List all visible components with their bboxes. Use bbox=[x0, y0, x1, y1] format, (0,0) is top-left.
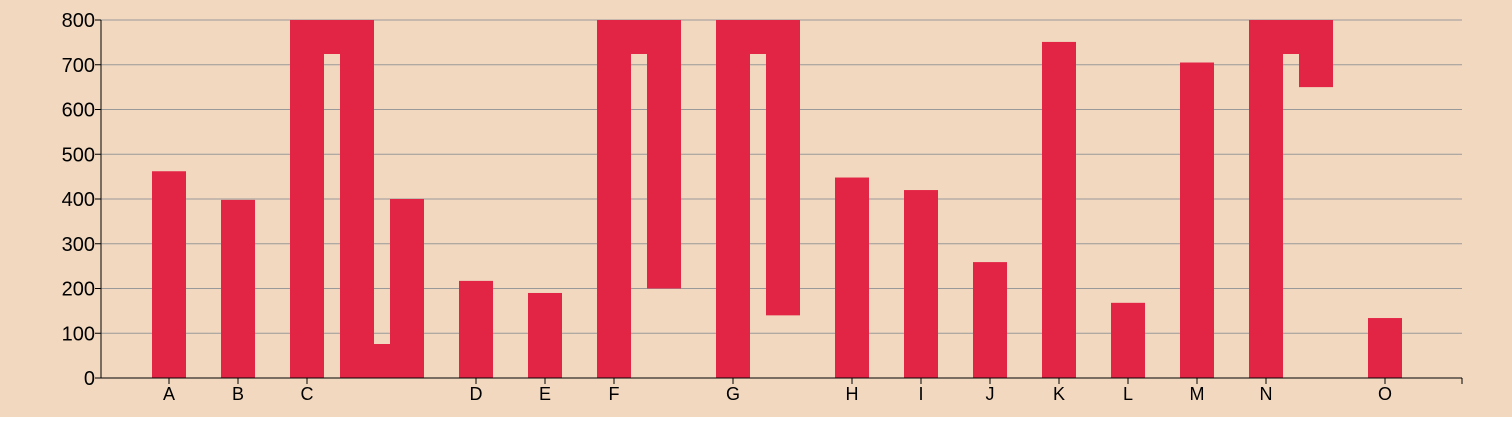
bar-B bbox=[221, 200, 255, 378]
bar-N-fold-cap bbox=[1249, 20, 1333, 54]
bar-C-fold bbox=[340, 20, 374, 378]
x-tick-label: L bbox=[1122, 384, 1134, 404]
y-tick-label: 300 bbox=[61, 233, 95, 256]
bar-F-fold bbox=[597, 20, 631, 378]
bar-K bbox=[1042, 42, 1076, 378]
bar-I bbox=[904, 190, 938, 378]
x-tick-label: J bbox=[985, 384, 995, 404]
bar-G-fold bbox=[716, 20, 750, 378]
y-tick-label: 700 bbox=[61, 54, 95, 77]
x-tick-label: O bbox=[1377, 384, 1393, 404]
bar-M bbox=[1180, 63, 1214, 378]
x-tick-label: N bbox=[1259, 384, 1273, 404]
x-tick-label: A bbox=[162, 384, 176, 404]
bar-J bbox=[973, 262, 1007, 378]
y-tick-label: 0 bbox=[83, 368, 95, 390]
x-tick-label: E bbox=[538, 384, 552, 404]
y-tick-label: 100 bbox=[61, 323, 95, 346]
bar-C-fold-cap bbox=[340, 344, 424, 378]
bar-G-fold-cap bbox=[716, 20, 800, 54]
bar-A bbox=[152, 171, 186, 378]
bar-G-fold bbox=[766, 20, 800, 315]
bar-C-fold-cap bbox=[290, 20, 374, 54]
x-tick-label: C bbox=[300, 384, 314, 404]
y-tick-label: 200 bbox=[61, 278, 95, 301]
y-tick-label: 400 bbox=[61, 189, 95, 211]
x-tick-label: K bbox=[1052, 384, 1066, 404]
x-tick-label: I bbox=[918, 384, 924, 404]
bar-O bbox=[1368, 318, 1402, 378]
bar-H bbox=[835, 178, 869, 378]
bar-D bbox=[459, 281, 493, 378]
x-tick-label: M bbox=[1189, 384, 1205, 404]
bar-L bbox=[1111, 303, 1145, 378]
bar-N-fold bbox=[1249, 20, 1283, 378]
x-tick-label: D bbox=[469, 384, 483, 404]
x-tick-label: B bbox=[231, 384, 245, 404]
bar-E bbox=[528, 293, 562, 378]
x-tick-label: G bbox=[725, 384, 741, 404]
y-tick-label: 600 bbox=[61, 99, 95, 122]
x-tick-label: F bbox=[608, 384, 620, 404]
y-tick-label: 800 bbox=[61, 10, 95, 32]
y-tick-label: 500 bbox=[61, 144, 95, 167]
bar-F-fold-cap bbox=[597, 20, 681, 54]
bar-F-fold bbox=[647, 20, 681, 289]
x-tick-label: H bbox=[845, 384, 859, 404]
bar-C-fold bbox=[290, 20, 324, 378]
